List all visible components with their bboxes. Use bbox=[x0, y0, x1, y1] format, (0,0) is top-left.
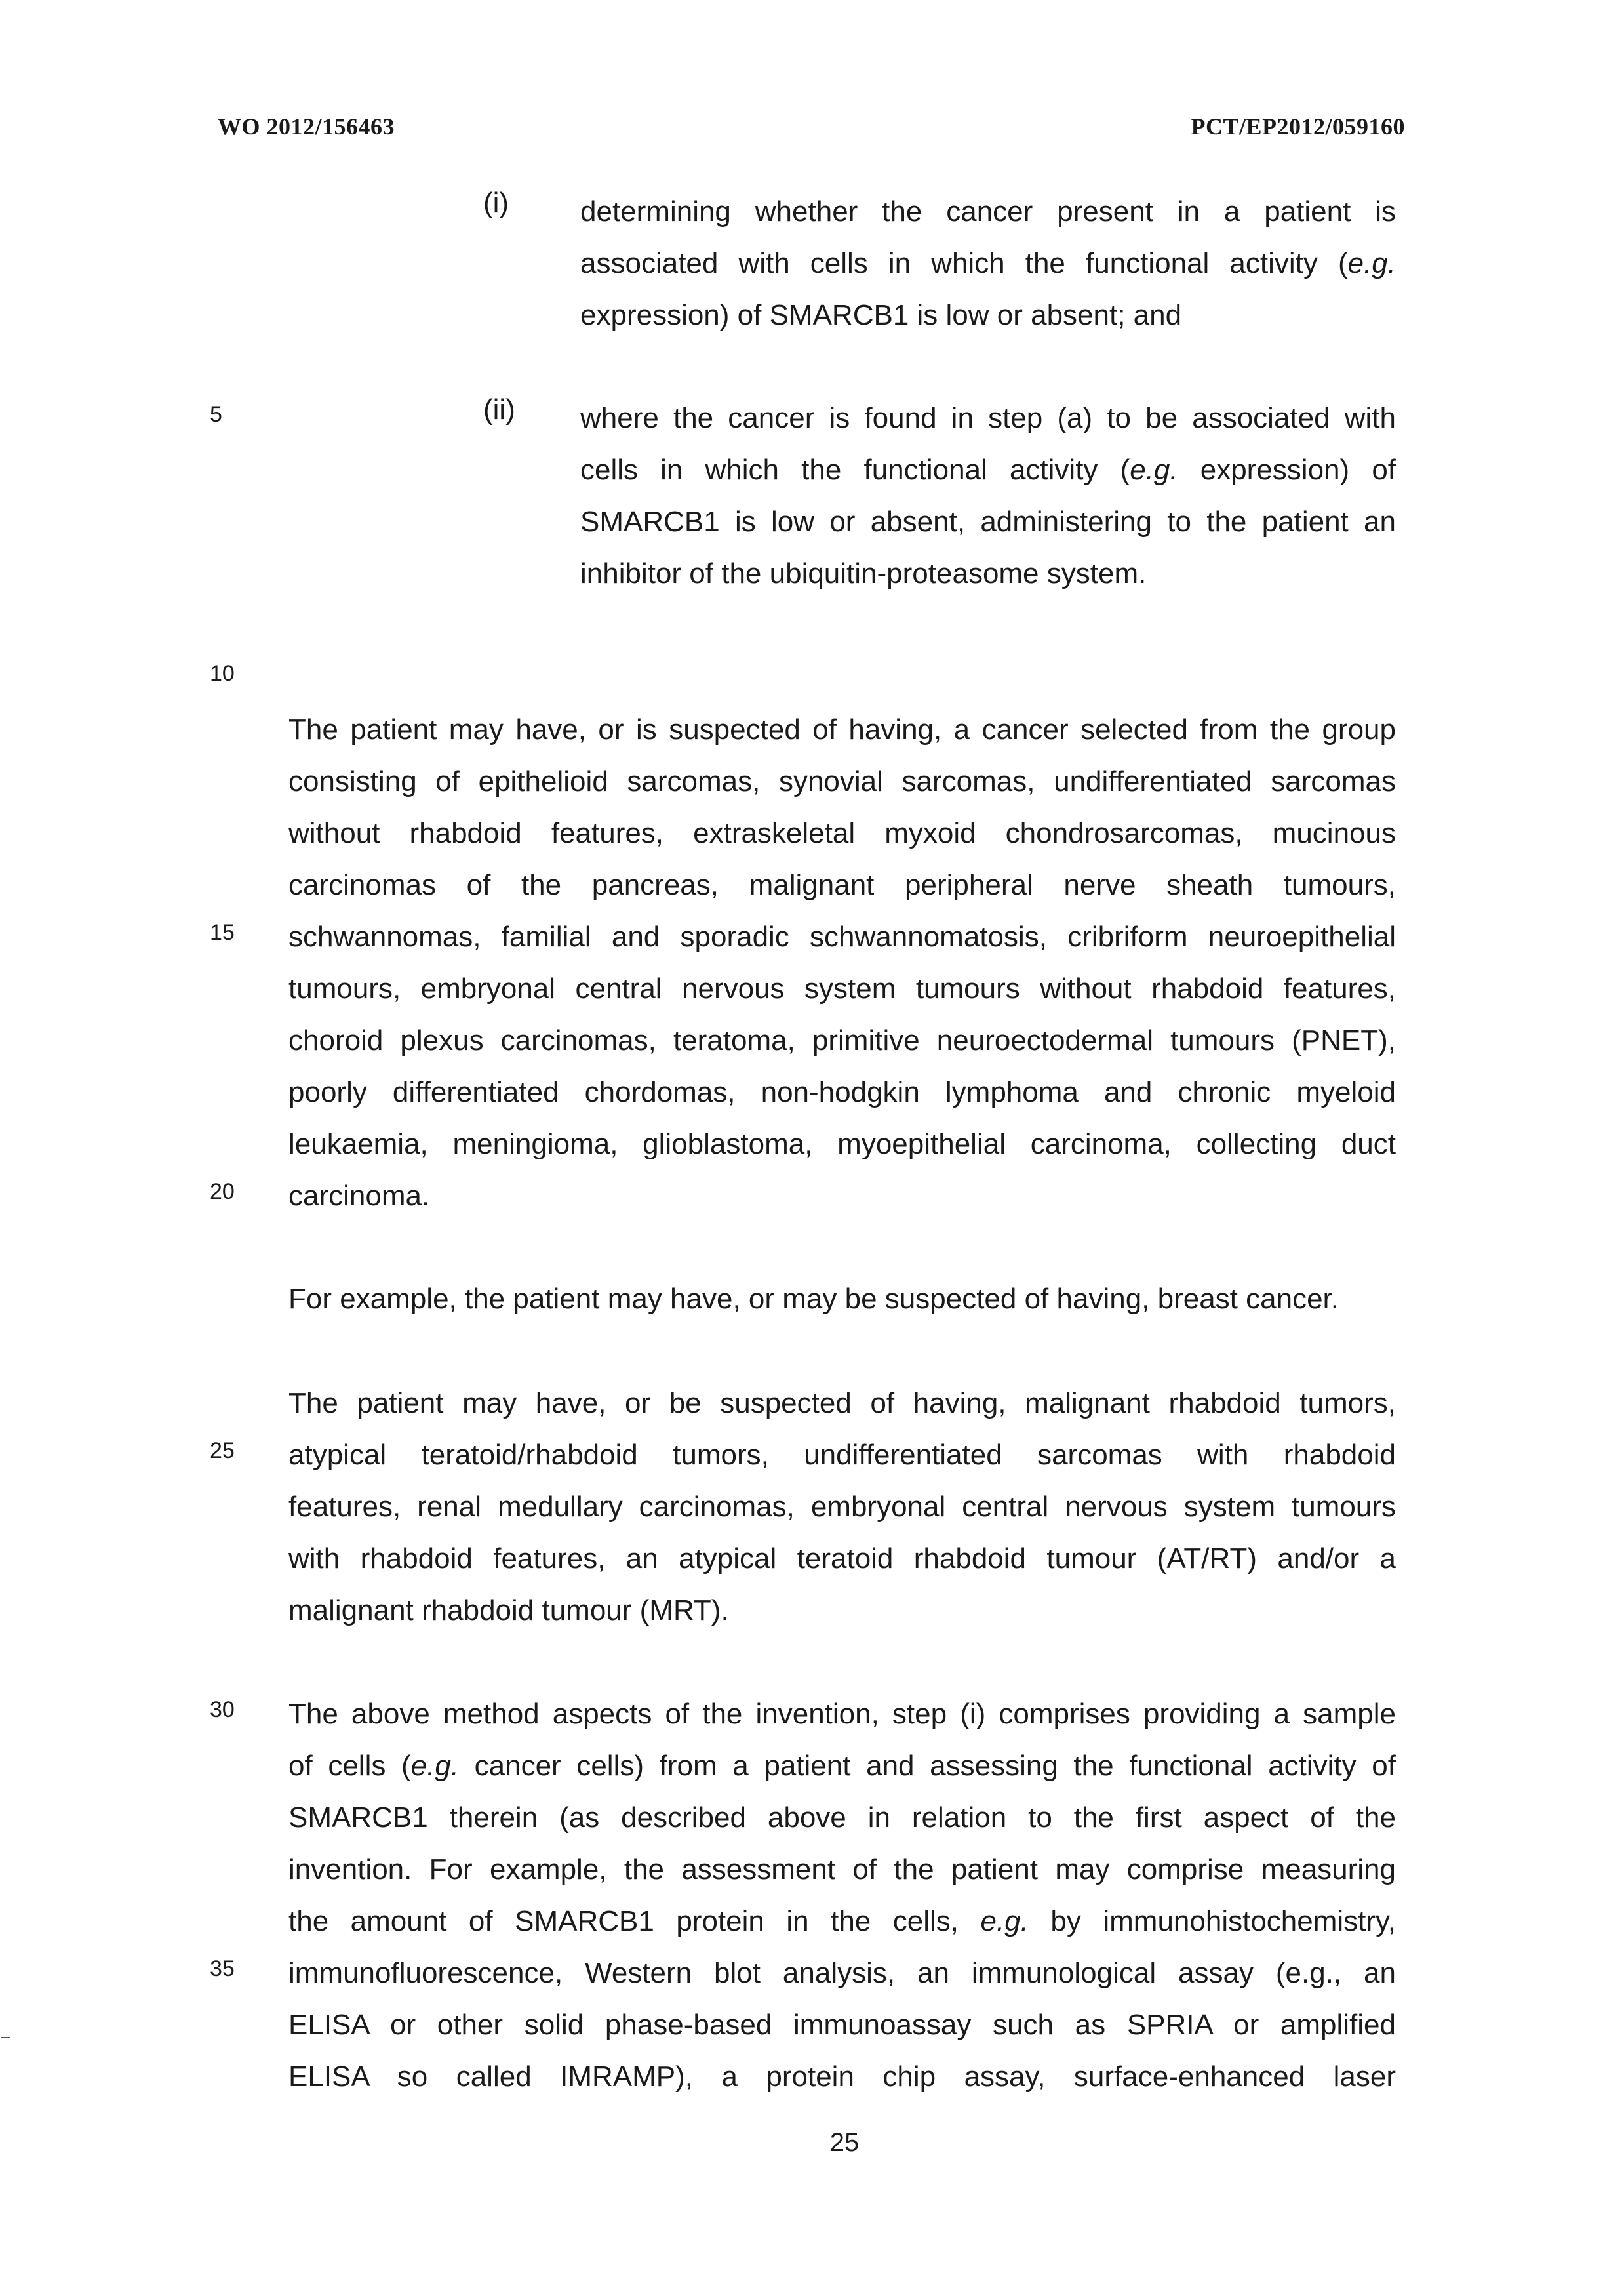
paragraph-line: ELISA so called IMRAMP), a protein chip assay, surface-enhanced laser bbox=[288, 2061, 1396, 2093]
paragraph-line: The above method aspects of the invention, step (i) comprises providing a sample bbox=[288, 1698, 1396, 1730]
list-marker-i: (i) bbox=[483, 187, 509, 219]
page-number: 25 bbox=[829, 2128, 860, 2157]
line-number-25: 25 bbox=[210, 1438, 235, 1463]
paragraph-line: tumours, embryonal central nervous system tumours without rhabdoid features, bbox=[288, 973, 1396, 1005]
paragraph-line: without rhabdoid features, extraskeletal myxoid chondrosarcomas, mucinous bbox=[288, 817, 1396, 849]
paragraph-line: ELISA or other solid phase-based immunoassay such as SPRIA or amplified bbox=[288, 2009, 1396, 2041]
list-item-ii-line-3: SMARCB1 is low or absent, administering to the patient an bbox=[580, 506, 1396, 538]
line-number-30: 30 bbox=[210, 1697, 235, 1722]
line-number-20: 20 bbox=[210, 1179, 235, 1204]
line-number-5: 5 bbox=[210, 402, 222, 427]
paragraph-line: the amount of SMARCB1 protein in the cells, e.g. by immunohistochemistry, bbox=[288, 1905, 1396, 1937]
line-number-15: 15 bbox=[210, 920, 235, 945]
paragraph-line: malignant rhabdoid tumour (MRT). bbox=[288, 1594, 729, 1626]
paragraph-line: immunofluorescence, Western blot analysis, an immunological assay (e.g., an bbox=[288, 1957, 1396, 1989]
paragraph-line: The patient may have, or be suspected of having, malignant rhabdoid tumors, bbox=[288, 1387, 1396, 1419]
line-number-10: 10 bbox=[210, 661, 235, 686]
margin-mark bbox=[1, 2037, 10, 2038]
paragraph-line: consisting of epithelioid sarcomas, synovial sarcomas, undifferentiated sarcomas bbox=[288, 765, 1396, 797]
list-item-ii-line-2: cells in which the functional activity (e.g. expression) of bbox=[580, 454, 1396, 486]
paragraph-line: leukaemia, meningioma, glioblastoma, myoepithelial carcinoma, collecting duct bbox=[288, 1128, 1396, 1160]
paragraph-line: carcinoma. bbox=[288, 1180, 430, 1212]
list-item-ii-line-4: inhibitor of the ubiquitin-proteasome system. bbox=[580, 557, 1147, 590]
list-item-i-line-2: associated with cells in which the functional activity (e.g. bbox=[580, 247, 1396, 279]
paragraph-line: schwannomas, familial and sporadic schwannomatosis, cribriform neuroepithelial bbox=[288, 921, 1396, 953]
paragraph-line: invention. For example, the assessment of the patient may comprise measuring bbox=[288, 1853, 1396, 1885]
paragraph-line: features, renal medullary carcinomas, embryonal central nervous system tumours bbox=[288, 1491, 1396, 1523]
paragraph-line: The patient may have, or is suspected of having, a cancer selected from the group bbox=[288, 714, 1396, 746]
list-item-i-line-1: determining whether the cancer present in a patient is bbox=[580, 195, 1396, 228]
paragraph-line: with rhabdoid features, an atypical teratoid rhabdoid tumour (AT/RT) and/or a bbox=[288, 1542, 1396, 1575]
paragraph-line: atypical teratoid/rhabdoid tumors, undifferentiated sarcomas with rhabdoid bbox=[288, 1439, 1396, 1471]
line-number-35: 35 bbox=[210, 1956, 235, 1981]
paragraph-line: carcinomas of the pancreas, malignant peripheral nerve sheath tumours, bbox=[288, 869, 1396, 901]
list-item-ii-line-1: where the cancer is found in step (a) to be associated with bbox=[580, 402, 1396, 434]
paragraph-breast-cancer: For example, the patient may have, or may be suspected of having, breast cancer. bbox=[288, 1283, 1339, 1315]
paragraph-line: of cells (e.g. cancer cells) from a patient and assessing the functional activity of bbox=[288, 1750, 1396, 1782]
paragraph-line: choroid plexus carcinomas, teratoma, primitive neuroectodermal tumours (PNET), bbox=[288, 1024, 1396, 1057]
application-number: PCT/EP2012/059160 bbox=[1191, 113, 1405, 140]
paragraph-line: SMARCB1 therein (as described above in relation to the first aspect of the bbox=[288, 1802, 1396, 1834]
list-item-i-line-3: expression) of SMARCB1 is low or absent; and bbox=[580, 299, 1182, 331]
paragraph-line: poorly differentiated chordomas, non-hodgkin lymphoma and chronic myeloid bbox=[288, 1076, 1396, 1108]
publication-number: WO 2012/156463 bbox=[218, 113, 395, 140]
list-marker-ii: (ii) bbox=[483, 393, 515, 426]
